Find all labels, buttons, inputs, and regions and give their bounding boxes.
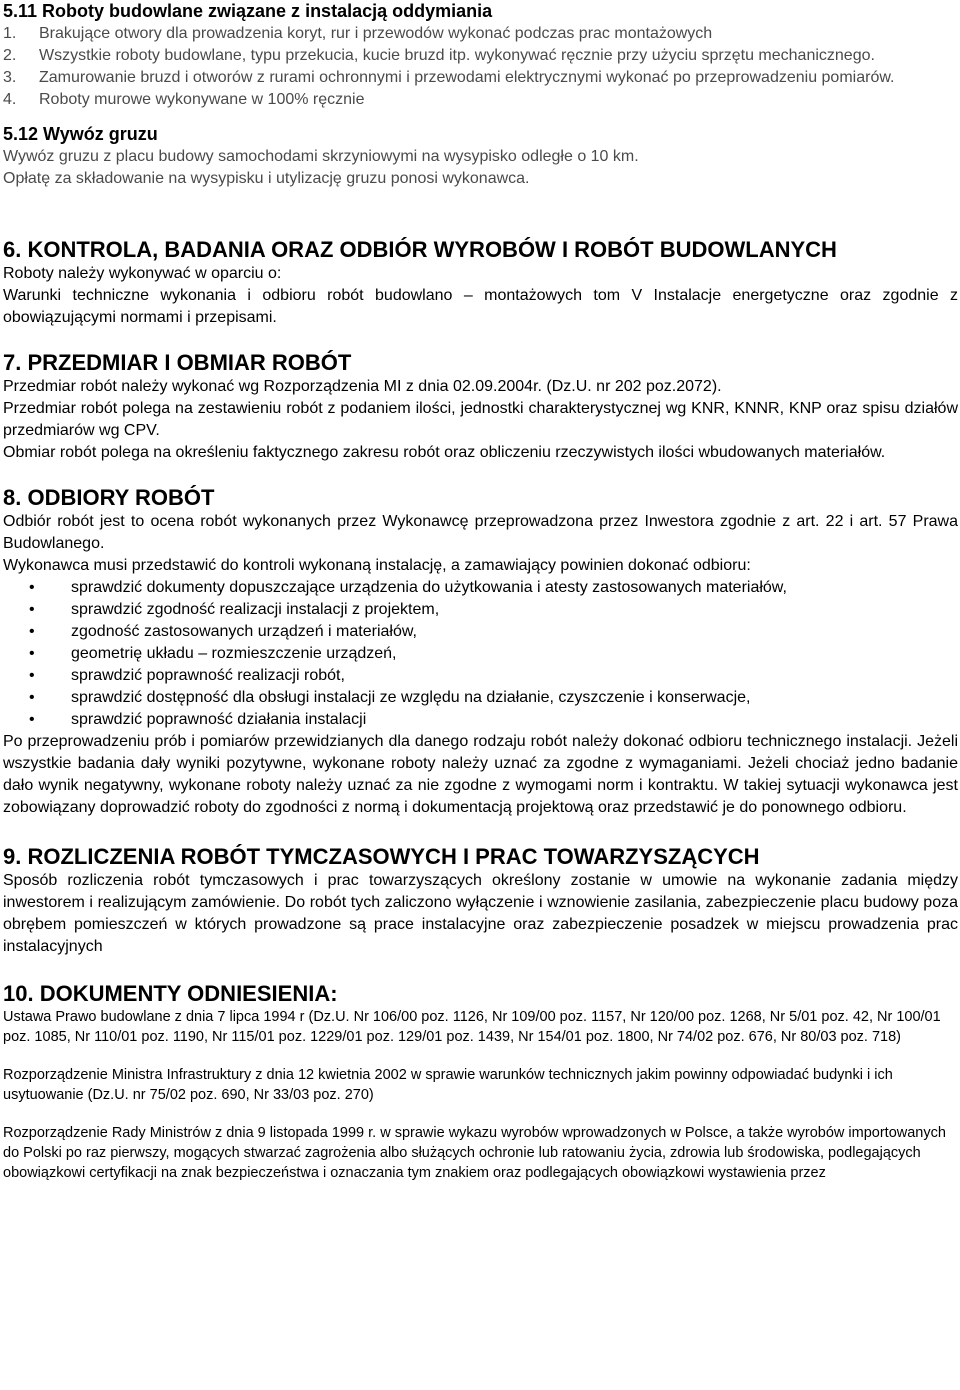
section-7-paragraph-3: Obmiar robót polega na określeniu faktycznego zakresu robót oraz obliczeniu rzeczywistych ilości wbudowanych materiałów. <box>3 444 886 461</box>
section-6-heading: 6. KONTROLA, BADANIA ORAZ ODBIÓR WYROBÓW I ROBÓT BUDOWLANYCH <box>3 237 837 262</box>
reference-paragraph-3: Rozporządzenie Rady Ministrów z dnia 9 listopada 1999 r. w sprawie wykazu wyrobów wprowadzonych w Polsce, a także wyrobów importowanych do Polski po raz pierwszy, mogących stwarzać zagrożenia albo służących ochronie lub ratowaniu życia, zdrowia lub środowiska, podlegających obowiązkowi certyfikacji na znak bezpieczeństwa i oznaczania tym znakiem oraz podlegających obowiązkowi wystawienia przez <box>3 1125 946 1181</box>
section-6-paragraph-2: Warunki techniczne wykonania i odbioru robót budowlano – montażowych tom V Instalacje energetyczne oraz zgodnie z obowiązującymi normami i przepisami. <box>3 287 958 326</box>
bullet-icon: • <box>29 689 35 706</box>
bullet-icon: • <box>29 601 35 618</box>
reference-paragraph-2: Rozporządzenie Ministra Infrastruktury z dnia 12 kwietnia 2002 w sprawie warunków technicznych jakim powinny odpowiadać budynki i ich usytuowanie (Dz.U. nr 75/02 poz. 690, Nr 33/03 poz. 270) <box>3 1067 893 1103</box>
section-8-paragraph-2: Wykonawca musi przedstawić do kontroli wykonaną instalację, a zamawiający powinien dokonać odbioru: <box>3 557 751 574</box>
list-item: • sprawdzić zgodność realizacji instalacji z projektem, <box>3 599 958 621</box>
section-7-paragraph-1: Przedmiar robót należy wykonać wg Rozporządzenia MI z dnia 02.09.2004r. (Dz.U. nr 202 poz.2072). <box>3 378 722 395</box>
bullet-icon: • <box>29 711 35 728</box>
list-item: 4. Roboty murowe wykonywane w 100% ręcznie <box>3 91 365 108</box>
list-item: • sprawdzić dostępność dla obsługi instalacji ze względu na działanie, czyszczenie i konserwacje, <box>3 687 958 709</box>
section-7-heading: 7. PRZEDMIAR I OBMIAR ROBÓT <box>3 350 352 375</box>
list-item: • sprawdzić poprawność realizacji robót, <box>3 665 958 687</box>
section-5-11-heading: 5.11 Roboty budowlane związane z instalacją oddymiania <box>3 1 493 21</box>
section-9-heading: 9. ROZLICZENIA ROBÓT TYMCZASOWYCH I PRAC TOWARZYSZĄCYCH <box>3 844 760 869</box>
section-10-heading: 10. DOKUMENTY ODNIESIENIA: <box>3 981 338 1006</box>
section-5-12-paragraph-2: Opłatę za składowanie na wysypisku i utylizację gruzu ponosi wykonawca. <box>3 170 530 187</box>
bullet-icon: • <box>29 667 35 684</box>
list-item: 2. Wszystkie roboty budowlane, typu przekucia, kucie bruzd itp. wykonywać ręcznie przy użyciu sprzętu mechanicznego. <box>3 47 875 64</box>
list-item: • geometrię układu – rozmieszczenie urządzeń, <box>3 643 958 665</box>
section-5-12-heading: 5.12 Wywóz gruzu <box>3 124 158 144</box>
bullet-icon: • <box>29 645 35 662</box>
bullet-icon: • <box>29 623 35 640</box>
reference-paragraph-1: Ustawa Prawo budowlane z dnia 7 lipca 1994 r (Dz.U. Nr 106/00 poz. 1126, Nr 109/00 poz. 1157, Nr 120/00 poz. 1268, Nr 5/01 poz. 42, Nr 100/01 poz. 1085, Nr 110/01 poz. 1190, Nr 115/01 poz. 1229/01 poz. 129/01 poz. 1439, Nr 154/01 poz. 1800, Nr 74/02 poz. 676, Nr 80/03 poz. 718) <box>3 1009 941 1045</box>
list-item: 1. Brakujące otwory dla prowadzenia koryt, rur i przewodów wykonać podczas prac montażowych <box>3 25 713 42</box>
section-8-paragraph-1: Odbiór robót jest to ocena robót wykonanych przez Wykonawcę przeprowadzona przez Inwestora zgodnie z art. 22 i art. 57 Prawa Budowlanego. <box>3 513 958 552</box>
bullet-icon: • <box>29 579 35 596</box>
list-item: 3. Zamurowanie bruzd i otworów z rurami ochronnymi i przewodami elektrycznymi wykonać po przeprowadzeniu pomiarów. <box>3 69 895 86</box>
section-10-references <box>3 1007 958 1183</box>
list-item: • zgodność zastosowanych urządzeń i materiałów, <box>3 621 958 643</box>
section-5-12-paragraph-1: Wywóz gruzu z placu budowy samochodami skrzyniowymi na wysypisko odległe o 10 km. <box>3 148 639 165</box>
section-8-heading: 8. ODBIORY ROBÓT <box>3 485 215 510</box>
section-8-paragraph-3: Po przeprowadzeniu prób i pomiarów przewidzianych dla danego rodzaju robót należy dokonać odbioru technicznego instalacji. Jeżeli wszystkie badania dały wyniki pozytywne, wykonane roboty należy uznać za zgodne z wymaganiami. Jeżeli chociaż jedno badanie dało wynik negatywny, wykonane roboty należy uznać za nie zgodne z wymogami norm i kontraktu. W takiej sytuacji wykonawca jest zobowiązany doprowadzić roboty do zgodności z normą i dokumentacją projektową oraz przedstawić je do ponownego odbioru. <box>3 733 958 816</box>
list-item: • sprawdzić poprawność działania instalacji <box>3 709 958 731</box>
section-9-paragraph-1: Sposób rozliczenia robót tymczasowych i prac towarzyszących określony zostanie w umowie na wykonanie zadania między inwestorem i realizującym zamówienie. Do robót tych zaliczono wyłączenie i wznowienie zasilania, zabezpieczenie placu budowy poza obrębem pomieszczeń w których prowadzone są prace instalacyjne oraz zabezpieczenie posadzek w miejscu prowadzenia prac instalacyjnych <box>3 872 958 955</box>
section-5-11-list <box>3 23 958 111</box>
list-item: • sprawdzić dokumenty dopuszczające urządzenia do użytkowania i atesty zastosowanych materiałów, <box>3 577 958 599</box>
section-7-paragraph-2: Przedmiar robót polega na zestawieniu robót z podaniem ilości, jednostki charakterystycznej wg KNR, KNNR, KNP oraz spisu działów przedmiarów wg CPV. <box>3 400 958 439</box>
section-6-paragraph-1: Roboty należy wykonywać w oparciu o: <box>3 265 282 282</box>
section-8-checklist <box>3 577 958 731</box>
